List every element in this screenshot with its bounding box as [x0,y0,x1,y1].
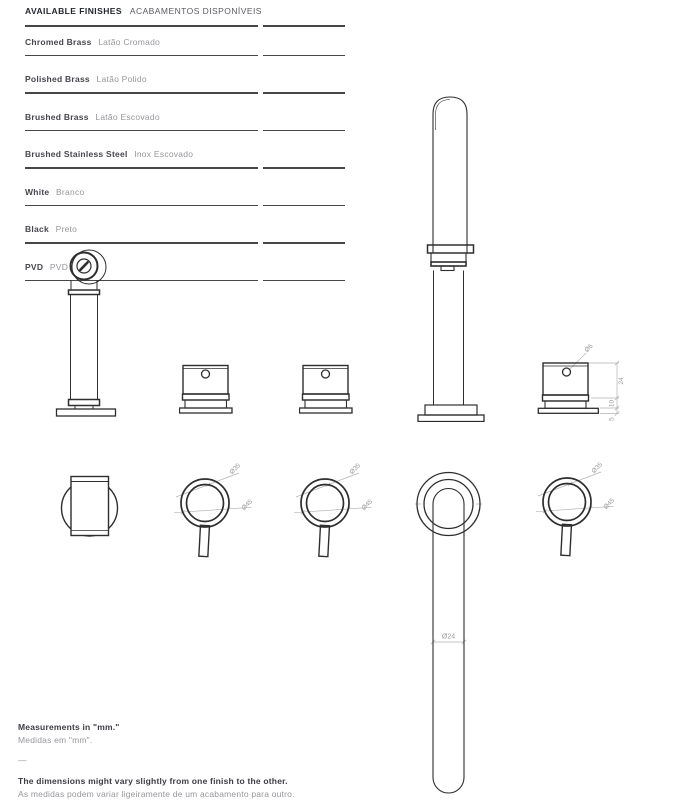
body-rectangle [71,477,109,536]
spout-top-view [412,468,496,800]
finish-name-pt: Inox Escovado [134,149,194,159]
page-title [25,6,262,16]
table-rule [25,130,345,132]
table-rule [25,92,345,94]
table-rule [25,167,345,169]
page-title-en: AVAILABLE FINISHES [25,6,123,16]
handle-base [545,401,586,408]
finish-name-pt: Latão Cromado [98,36,161,47]
finish-name-pt: Branco [56,186,85,197]
tube-rounded-end [433,778,464,794]
finish-row [25,177,345,215]
page-title-pt: ACABAMENTOS DISPONÍVEIS [129,6,262,16]
base-plate [418,415,484,422]
dimensions-note-pt: As medidas podem variar ligeiramente de um acabamento para outro. [18,789,295,799]
inner-circle [187,485,224,522]
handle-top-view-1 [171,461,271,563]
spout-tube [433,97,467,253]
table-rule [25,25,345,27]
neck-lines [71,280,97,290]
dim-label-outer-diameter: Ø45 [602,497,617,511]
screw-hole [322,370,330,378]
finish-row [25,139,345,177]
finish-name-en: Black [25,224,49,234]
inner-arc [433,489,464,505]
dim-label-screw-diameter: Ø6 [583,342,595,354]
finish-row [25,27,345,65]
outer-ring [417,473,480,536]
base-plate [57,409,116,416]
inner-circle [307,485,344,522]
spout-side-view [415,90,487,422]
dimensions-note-en: The dimensions might vary slightly from one finish to the other. [18,776,288,786]
finish-row [25,102,345,140]
dim-label-inner-diameter: Ø35 [228,462,243,476]
finish-name-en: White [25,186,50,197]
dim-label-base-height: 10 [608,399,616,408]
dim-line-outer [294,507,372,512]
screw-slot [80,262,87,269]
dim-label-inner-diameter: Ø35 [348,462,363,476]
knob-fixture-side-view [48,243,124,421]
finish-name-en: Polished Brass [25,74,90,84]
handle-base [185,400,227,408]
handle-top-view-2 [291,461,391,563]
dim-line-outer [174,507,252,512]
base-plate [538,408,598,413]
tube-inner-line [436,100,451,131]
handle-side-view-middle [299,362,353,415]
finish-name-en: Chromed Brass [25,36,92,47]
inner-circle [549,484,586,521]
dim-label-spout-diameter: Ø24 [441,633,456,641]
dim-line-outer [536,506,614,511]
finish-name-en: Brushed Stainless Steel [25,149,128,159]
body-cylinder [71,295,98,400]
dim-label-handle-height: 24 [618,377,625,385]
table-rule [25,55,345,57]
finish-name-en: PVD [25,261,44,272]
finish-row [25,64,345,102]
base-block [425,405,477,415]
footer-notes [18,721,295,801]
screw-hole [202,370,210,378]
handle-top-view-3 [533,460,633,562]
finish-name-pt: Latão Escovado [95,111,160,122]
lever-stem [561,524,572,555]
handle-side-view-dimensioned [533,330,650,425]
handle-band [183,394,230,400]
measurements-note-pt: Medidas em "mm". [18,735,93,745]
aerator-band [431,262,466,266]
lever-stem [199,525,210,556]
aerator-housing [431,253,466,262]
middle-ring [424,480,473,529]
table-rule [25,205,345,207]
finish-name-pt: PVD [49,261,69,272]
knob-fixture-top-view [55,472,119,538]
handle-band [543,395,589,401]
handle-band [303,394,350,400]
footer-separator: — [18,755,27,765]
leader-line [570,353,587,370]
lower-band [69,400,100,406]
handle-base [305,400,347,408]
lever-stem [319,525,330,556]
finish-name-pt: Latão Polido [96,74,147,84]
dim-label-plate-height: 5 [608,417,616,421]
measurements-note-en: Measurements in "mm." [18,722,120,732]
base-plate [180,408,233,413]
base-plate [300,408,353,413]
dim-label-outer-diameter: Ø45 [360,498,375,512]
dim-label-inner-diameter: Ø35 [590,461,605,475]
tube-walls [433,504,464,778]
handle-side-view-left [179,362,233,415]
collar [69,290,100,295]
finish-name-pt: Preto [55,224,78,234]
column-lines [434,271,464,406]
dim-label-outer-diameter: Ø45 [240,498,255,512]
finish-name-en: Brushed Brass [25,111,89,122]
screw-hole [563,368,571,376]
